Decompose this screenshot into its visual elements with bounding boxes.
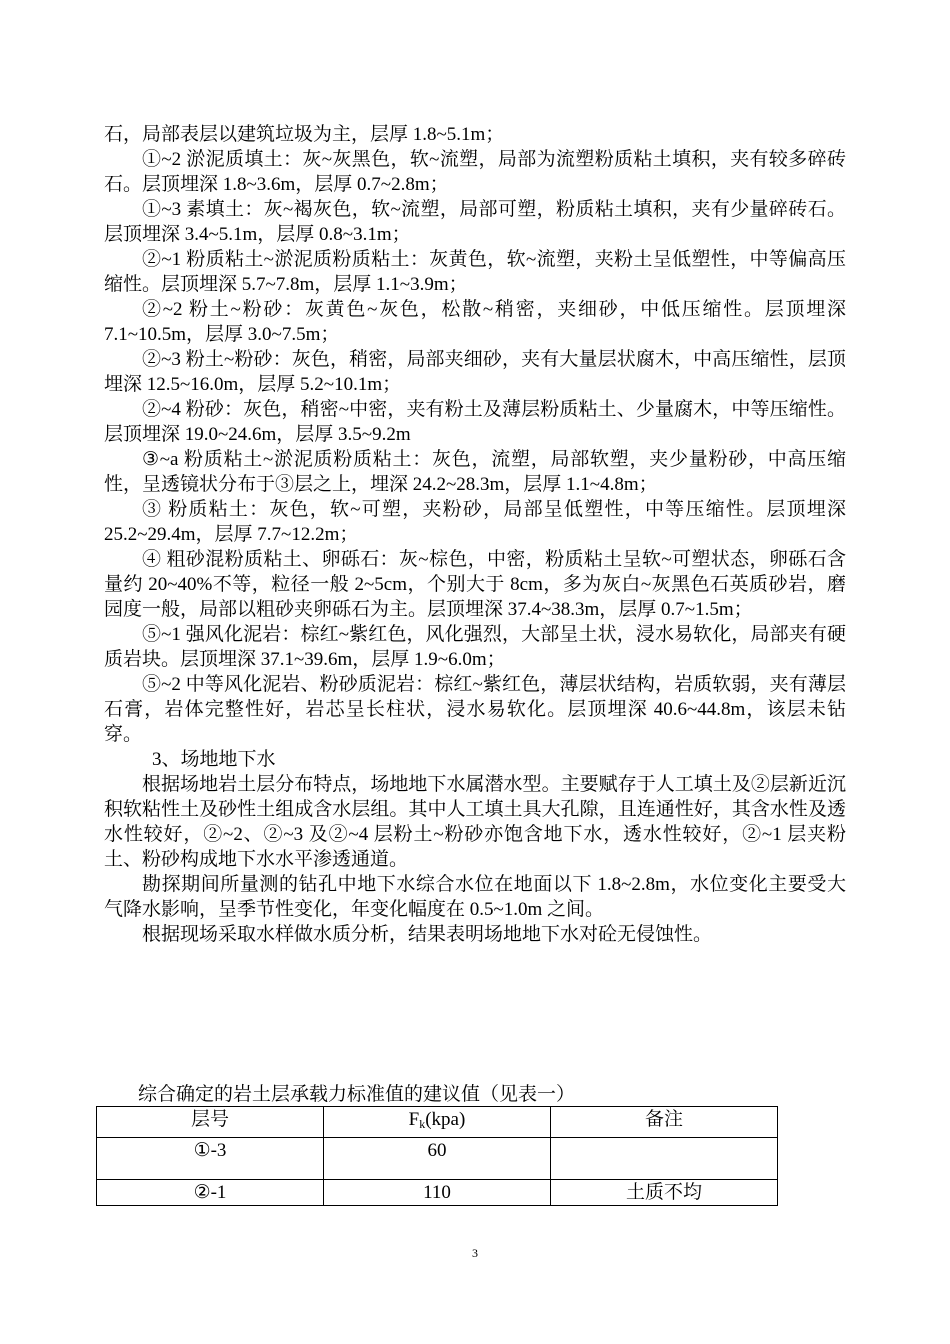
paragraph-water-quality: 根据现场采取水样做水质分析，结果表明场地地下水对砼无侵蚀性。 — [142, 924, 713, 945]
paragraph-layer-2-4: ②~4 粉砂：灰色，稍密~中密，夹有粉土及薄层粉质粘土、少量腐木，中等压缩性。层顶埋深 19.0~24.6m，层厚 3.5~9.2m — [104, 399, 846, 445]
paragraph-groundwater-level: 勘探期间所量测的钻孔中地下水综合水位在地面以下 1.8~2.8m，水位变化主要受大气降水影响，呈季节性变化，年变化幅度在 0.5~1.0m 之间。 — [104, 874, 846, 920]
table-row — [97, 1138, 778, 1180]
header-note: 备注 — [551, 1107, 778, 1138]
table-header-row — [97, 1107, 778, 1138]
body-text — [104, 122, 846, 947]
header-fk-subscript: k — [419, 1117, 426, 1131]
paragraph-layer-4: ④ 粗砂混粉质粘土、卵砾石：灰~棕色，中密，粉质粘土呈软~可塑状态，卵砾石含量约 20~40%不等，粒径一般 2~5cm，个别大于 8cm，多为灰白~灰黑色石英质砂岩，磨园度一般，局部以粗砂夹卵砾石为主。层顶埋深 37.4~38.3m，层厚 0.7~1.5m； — [104, 549, 846, 620]
header-layer: 层号 — [97, 1107, 324, 1138]
paragraph-layer-2-2: ②~2 粉土~粉砂：灰黄色~灰色，松散~稍密，夹细砂，中低压缩性。层顶埋深 7.1~10.5m，层厚 3.0~7.5m； — [104, 299, 846, 345]
bearing-capacity-table — [96, 1106, 778, 1206]
page-number: 3 — [472, 1246, 478, 1260]
paragraph-layer-2-1: ②~1 粉质粘土~淤泥质粉质粘土：灰黄色，软~流塑，夹粉土呈低塑性，中等偏高压缩性。层顶埋深 5.7~7.8m，层厚 1.1~3.9m； — [104, 249, 846, 295]
paragraph-layer-5-2: ⑤~2 中等风化泥岩、粉砂质泥岩：棕红~紫红色，薄层状结构，岩质软弱，夹有薄层石膏，岩体完整性好，岩芯呈长柱状，浸水易软化。层顶埋深 40.6~44.8m，该层未钻穿。 — [104, 674, 846, 745]
header-fk-symbol: F — [408, 1109, 420, 1130]
paragraph-groundwater-type: 根据场地岩土层分布特点，场地地下水属潜水型。主要赋存于人工填土及②层新近沉积软粘性土及砂性土组成含水层组。其中人工填土具大孔隙，且连通性好，其含水性及透水性较好，②~2、②~3 及②~4 层粉土~粉砂亦饱含地下水，透水性较好，②~1 层夹粉土、粉砂构成地下水水平渗透通道。 — [104, 774, 846, 870]
cell-fk: 60 — [324, 1138, 551, 1180]
section-heading-groundwater: 3、场地地下水 — [152, 749, 276, 770]
paragraph-layer-3-a: ③~a 粉质粘土~淤泥质粉质粘土：灰色，流塑，局部软塑，夹少量粉砂，中高压缩性，呈透镜状分布于③层之上，埋深 24.2~28.3m，层厚 1.1~4.8m； — [104, 449, 846, 495]
paragraph-fill-continued: 石，局部表层以建筑垃圾为主，层厚 1.8~5.1m； — [104, 124, 505, 145]
table-caption: 综合确定的岩土层承载力标准值的建议值（见表一） — [138, 1084, 576, 1105]
table-row — [97, 1180, 778, 1206]
paragraph-layer-3: ③ 粉质粘土：灰色，软~可塑，夹粉砂，局部呈低塑性，中等压缩性。层顶埋深 25.2~29.4m，层厚 7.7~12.2m； — [104, 499, 846, 545]
cell-note — [551, 1138, 778, 1180]
paragraph-layer-2-3: ②~3 粉土~粉砂：灰色，稍密，局部夹细砂，夹有大量层状腐木，中高压缩性，层顶埋深 12.5~16.0m，层厚 5.2~10.1m； — [104, 349, 846, 395]
cell-note: 土质不均 — [551, 1180, 778, 1206]
paragraph-layer-1-2: ①~2 淤泥质填土：灰~灰黑色，软~流塑，局部为流塑粉质粘土填积，夹有较多碎砖石。层顶埋深 1.8~3.6m，层厚 0.7~2.8m； — [104, 149, 846, 195]
cell-layer: ②-1 — [97, 1180, 324, 1206]
header-fk-unit: (kpa) — [425, 1109, 466, 1130]
header-fk — [324, 1107, 551, 1138]
cell-fk: 110 — [324, 1180, 551, 1206]
cell-layer: ①-3 — [97, 1138, 324, 1180]
paragraph-layer-5-1: ⑤~1 强风化泥岩：棕红~紫红色，风化强烈，大部呈土状，浸水易软化，局部夹有硬质岩块。层顶埋深 37.1~39.6m，层厚 1.9~6.0m； — [104, 624, 846, 670]
paragraph-layer-1-3: ①~3 素填土：灰~褐灰色，软~流塑，局部可塑，粉质粘土填积，夹有少量碎砖石。层顶埋深 3.4~5.1m，层厚 0.8~3.1m； — [104, 199, 846, 245]
